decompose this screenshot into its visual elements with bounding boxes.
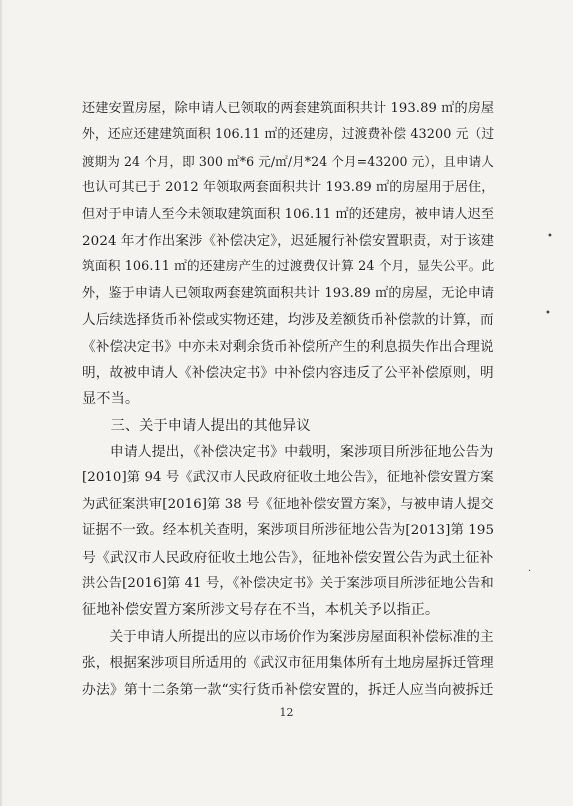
text-line: 渡期为 24 个月，即 300 ㎡*6 元/㎡/月*24 个月=43200 元），且申请人	[82, 153, 494, 169]
text-line: 关于申请人所提出的应以市场价作为案涉房屋面积补偿标准的主	[82, 628, 494, 645]
text-line: 《补偿决定书》中亦未对剩余货币补偿所产生的利息损失作出合理说	[82, 338, 494, 355]
page-number: 12	[279, 706, 294, 719]
text-line: [2010]第 94 号《武汉市人民政府征收土地公告》，征地补偿安置方案	[82, 470, 494, 486]
scan-speck: •	[547, 231, 553, 242]
text-line: 外，鉴于申请人已领取两套建筑面积共计 193.89 ㎡的房屋，无论申请	[82, 285, 495, 301]
text-line: 人后续选择货币补偿或实物还建，均涉及差额货币补偿款的计算，而	[82, 312, 494, 329]
text-line: 征地补偿安置方案所涉文号存在不当，本机关予以指正。	[82, 602, 440, 619]
body-text	[82, 96, 498, 703]
text-line: 洪公告[2016]第 41 号，《补偿决定书》关于案涉项目所涉征地公告和	[82, 576, 494, 592]
scan-speck: •	[545, 308, 551, 319]
text-line: 显不当。	[82, 391, 140, 408]
text-line: 申请人提出，《补偿决定书》中载明，案涉项目所涉征地公告为	[82, 444, 494, 461]
scan-speck: ·	[528, 566, 532, 577]
text-line: 为武征案洪审[2016]第 38 号《征地补偿安置方案》，与被申请人提交	[82, 496, 494, 512]
text-line: 证据不一致。经本机关查明，案涉项目所涉征地公告为[2013]第 195	[82, 523, 495, 539]
text-line: 还建安置房屋，除申请人已领取的两套建筑面积共计 193.89 ㎡的房屋	[82, 101, 495, 116]
text-line: 2024 年才作出案涉《补偿决定》，迟延履行补偿安置职责，对于该建	[82, 232, 495, 249]
scan-edge-shadow	[0, 0, 3, 806]
text-line: 明，故被申请人《补偿决定书》中补偿内容违反了公平补偿原则，明	[82, 364, 494, 381]
text-line: 也认可其已于 2012 年领取两套面积共计 193.89 ㎡的房屋用于居住，	[82, 180, 495, 196]
text-line: 但对于申请人至今未领取建筑面积 106.11 ㎡的还建房，被申请人迟至	[82, 206, 495, 222]
text-line: 外，还应还建建筑面积 106.11 ㎡的还建房，过渡费补偿 43200 元（过	[82, 127, 495, 143]
section-heading: 三、关于申请人提出的其他异议	[82, 417, 311, 434]
text-line: 办法》第十二条第一款“实行货币补偿安置的，拆迁人应当向被拆迁	[82, 681, 494, 698]
text-line: 号《武汉市人民政府征收土地公告》，征地补偿安置公告为武土征补	[82, 549, 494, 566]
text-line: 张，根据案涉项目所适用的《武汉市征用集体所有土地房屋拆迁管理	[82, 655, 494, 672]
text-line: 筑面积 106.11 ㎡的还建房产生的过渡费仅计算 24 个月，显失公平。此	[82, 259, 495, 275]
